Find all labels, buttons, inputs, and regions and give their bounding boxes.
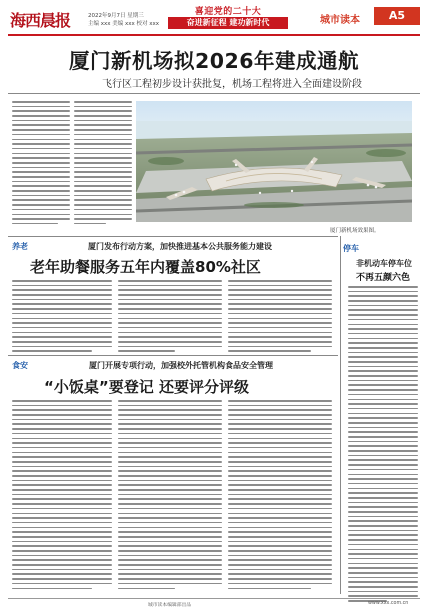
article2-kicker: 厦门发布行动方案，加快推进基本公共服务能力建设 <box>88 242 272 251</box>
sidebar-body <box>348 286 418 605</box>
article3-body-col-3 <box>228 400 332 592</box>
article3-body-col-2 <box>118 400 222 592</box>
page-footer <box>8 598 420 608</box>
slogan-line-1: 喜迎党的二十大 <box>194 7 262 17</box>
newspaper-logo: 海西晨报 <box>10 11 71 30</box>
divider <box>8 93 420 94</box>
footer-url: www.xxx.com.cn <box>368 601 409 606</box>
lead-body-col-1 <box>12 101 70 228</box>
article3-headline: “小饭桌”要登记 还要评分评级 <box>44 378 249 396</box>
article2-tag: 养老 <box>12 242 28 251</box>
editor-credits: 主编 xxx 美编 xxx 校对 xxx <box>88 20 160 27</box>
article3-kicker: 厦门开展专项行动，加强校外托管机构食品安全管理 <box>89 361 273 370</box>
footer-left-text: 城市读本编辑部出品 <box>148 603 192 608</box>
photo-caption: 厦门新机场效果图。 <box>330 228 380 234</box>
airport-rendering-photo <box>136 101 412 222</box>
slogan-banner <box>168 4 288 31</box>
sidebar-subtitle: 不再五颜六色 <box>356 273 411 283</box>
divider <box>8 355 338 356</box>
slogan-line-2: 奋进新征程 建功新时代 <box>168 17 288 29</box>
sidebar-divider <box>340 236 341 594</box>
sidebar-tag: 停车 <box>343 244 359 253</box>
masthead-rule <box>8 34 420 36</box>
lead-body-col-2 <box>74 101 132 228</box>
divider <box>8 236 338 237</box>
article2-headline: 老年助餐服务五年内覆盖80%社区 <box>30 258 261 276</box>
article3-tag: 食安 <box>12 361 28 370</box>
lead-headline: 厦门新机场拟2026年建成通航 <box>68 49 360 73</box>
article2-body-col-1 <box>12 280 112 355</box>
masthead <box>0 0 425 36</box>
article2-body-col-3 <box>228 280 332 355</box>
issue-date: 2022年9月7日 星期三 <box>88 13 144 19</box>
section-label: 城市读本 <box>320 15 360 26</box>
article2-body-col-2 <box>118 280 222 355</box>
lead-subhead: 飞行区工程初步设计获批复，机场工程将进入全面建设阶段 <box>102 79 362 90</box>
page-number-badge: A5 <box>374 7 420 25</box>
article3-body-col-1 <box>12 400 112 592</box>
sidebar-title: 非机动车停车位 <box>356 259 412 268</box>
